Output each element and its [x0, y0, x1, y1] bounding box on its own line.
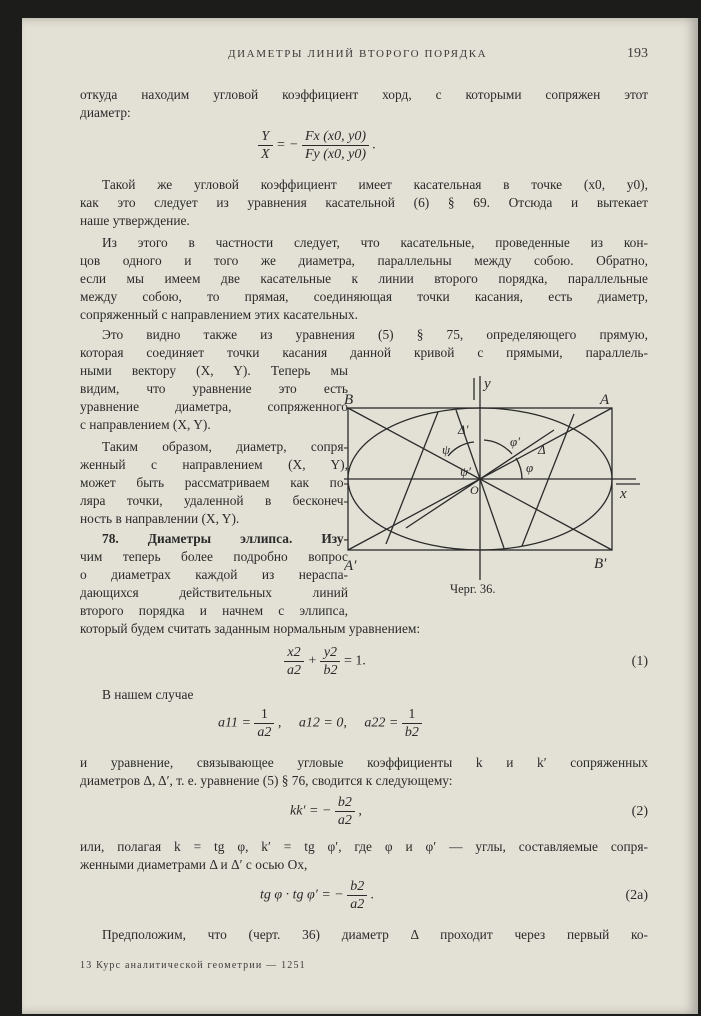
- text-line: с направлением (X, Y).: [80, 417, 211, 432]
- text-line: цов одного и того же диаметра, параллельны между собою. Обратно,: [80, 253, 648, 268]
- label-psi: ψ: [442, 442, 451, 457]
- figure-caption: Черг. 36.: [450, 582, 496, 596]
- label-x: x: [620, 486, 627, 502]
- text-line: откуда находим угловой коэффициент хорд, с которыми сопряжен этот: [80, 87, 648, 102]
- text-line: диаметров Δ, Δ′, т. е. уравнение (5) § 76, сводится к следующему:: [80, 773, 453, 788]
- label-delta: Δ: [538, 442, 546, 457]
- text-line: Такой же угловой коэффициент имеет касательная в точке (x0, y0),: [102, 177, 648, 192]
- label-delta-prime: Δ′: [458, 422, 469, 437]
- running-header: [80, 46, 648, 66]
- label-y: y: [484, 376, 491, 392]
- text-line: о диаметрах каждой из нераспа-: [80, 567, 348, 582]
- label-b: B: [344, 392, 354, 408]
- text-line: которая соединяет точки касания данной кривой с прямыми, параллель-: [80, 345, 648, 360]
- figure-36-ellipse-diagram: [344, 354, 644, 594]
- equation-conjugate: kk′ = − $\frac{b2}{a2}$ ,: [290, 795, 362, 828]
- equation-tangent: tg φ · tg φ′ = − $\frac{b2}{a2}$ .: [260, 879, 375, 912]
- label-a-prime: A′: [344, 558, 357, 574]
- page-number: 193: [627, 46, 648, 61]
- equation-ellipse: $\frac{x2}{a2}$ + $\frac{y2}{b2}$ = 1.: [284, 644, 366, 679]
- text-line: как это следует из уравнения касательной (6) § 69. Отсюда и вытекает: [80, 195, 648, 210]
- page-footer: 13 Курс аналитической геометрии — 1251: [80, 960, 306, 971]
- label-a: A: [600, 392, 610, 408]
- text-line: В нашем случае: [102, 687, 194, 702]
- section-heading: 78. Диаметры эллипса. Изу-: [102, 531, 348, 546]
- text-line: Из этого в частности следует, что касательные, проведенные из кон-: [102, 235, 648, 250]
- text-line: Таким образом, диаметр, сопря-: [102, 439, 348, 454]
- label-b-prime: B′: [594, 556, 607, 572]
- text-line: диаметр:: [80, 105, 131, 120]
- equation-number: (2): [631, 804, 648, 819]
- text-line: который будем считать заданным нормальным уравнением:: [80, 621, 421, 636]
- label-psi-prime: ψ′: [460, 464, 471, 479]
- label-phi: φ: [526, 460, 534, 475]
- text-line: дающихся действительных линий: [80, 585, 348, 600]
- text-line: или, полагая k = tg φ, k′ = tg φ′, где φ и φ′ — углы, составляемые сопря-: [80, 839, 648, 854]
- equation-slope: $\frac{Y}{X}$ = − $\frac{Fx (x0, y0)}{Fy (x0, y0)}$ .: [258, 128, 376, 163]
- text-line: может быть рассматриваем как по-: [80, 475, 348, 490]
- text-line: чим теперь более подробно вопрос: [80, 549, 348, 564]
- header-title: ДИАМЕТРЫ ЛИНИЙ ВТОРОГО ПОРЯДКА: [228, 48, 488, 60]
- label-origin: O: [470, 483, 479, 497]
- text-line: между собою, то прямая, соединяющая точки касания, есть диаметр,: [80, 289, 648, 304]
- text-line: женными диаметрами Δ и Δ′ с осью Ox,: [80, 857, 308, 872]
- equation-number: (2a): [625, 888, 648, 903]
- equation-coefficients: a11 = $\frac{1}{a2}$ , a12 = 0, a22 = $\frac{1}{b2}$: [218, 706, 422, 741]
- text-line: ляра точки, удаленной в бесконеч-: [80, 493, 348, 508]
- text-line: уравнение диаметра, сопряженного: [80, 399, 348, 414]
- text-line: видим, что уравнение это есть: [80, 381, 348, 396]
- text-line: второго порядка и начнем с эллипса,: [80, 603, 348, 618]
- text-line: Предположим, что (черт. 36) диаметр Δ проходит через первый ко-: [102, 927, 648, 942]
- text-line: наше утверждение.: [80, 213, 190, 228]
- text-line: если мы имеем две касательные к линии второго порядка, параллельные: [80, 271, 648, 286]
- text-line: ность в направлении (X, Y).: [80, 511, 240, 526]
- text-line: и уравнение, связывающее угловые коэффициенты k и k′ сопряженных: [80, 755, 648, 770]
- text-line: сопряженный с направлением этих касательных.: [80, 307, 358, 322]
- angle-arc-phi: [516, 458, 522, 479]
- book-page: [22, 18, 698, 1014]
- label-phi-prime: φ′: [510, 434, 521, 449]
- text-line: Это видно также из уравнения (5) § 75, определяющего прямую,: [102, 327, 648, 342]
- text-line: ными вектору (X, Y). Теперь мы: [80, 363, 348, 378]
- equation-number: (1): [631, 654, 648, 669]
- text-line: женный с направлением (X, Y),: [80, 457, 348, 472]
- angle-arc-phi-prime: [484, 440, 512, 454]
